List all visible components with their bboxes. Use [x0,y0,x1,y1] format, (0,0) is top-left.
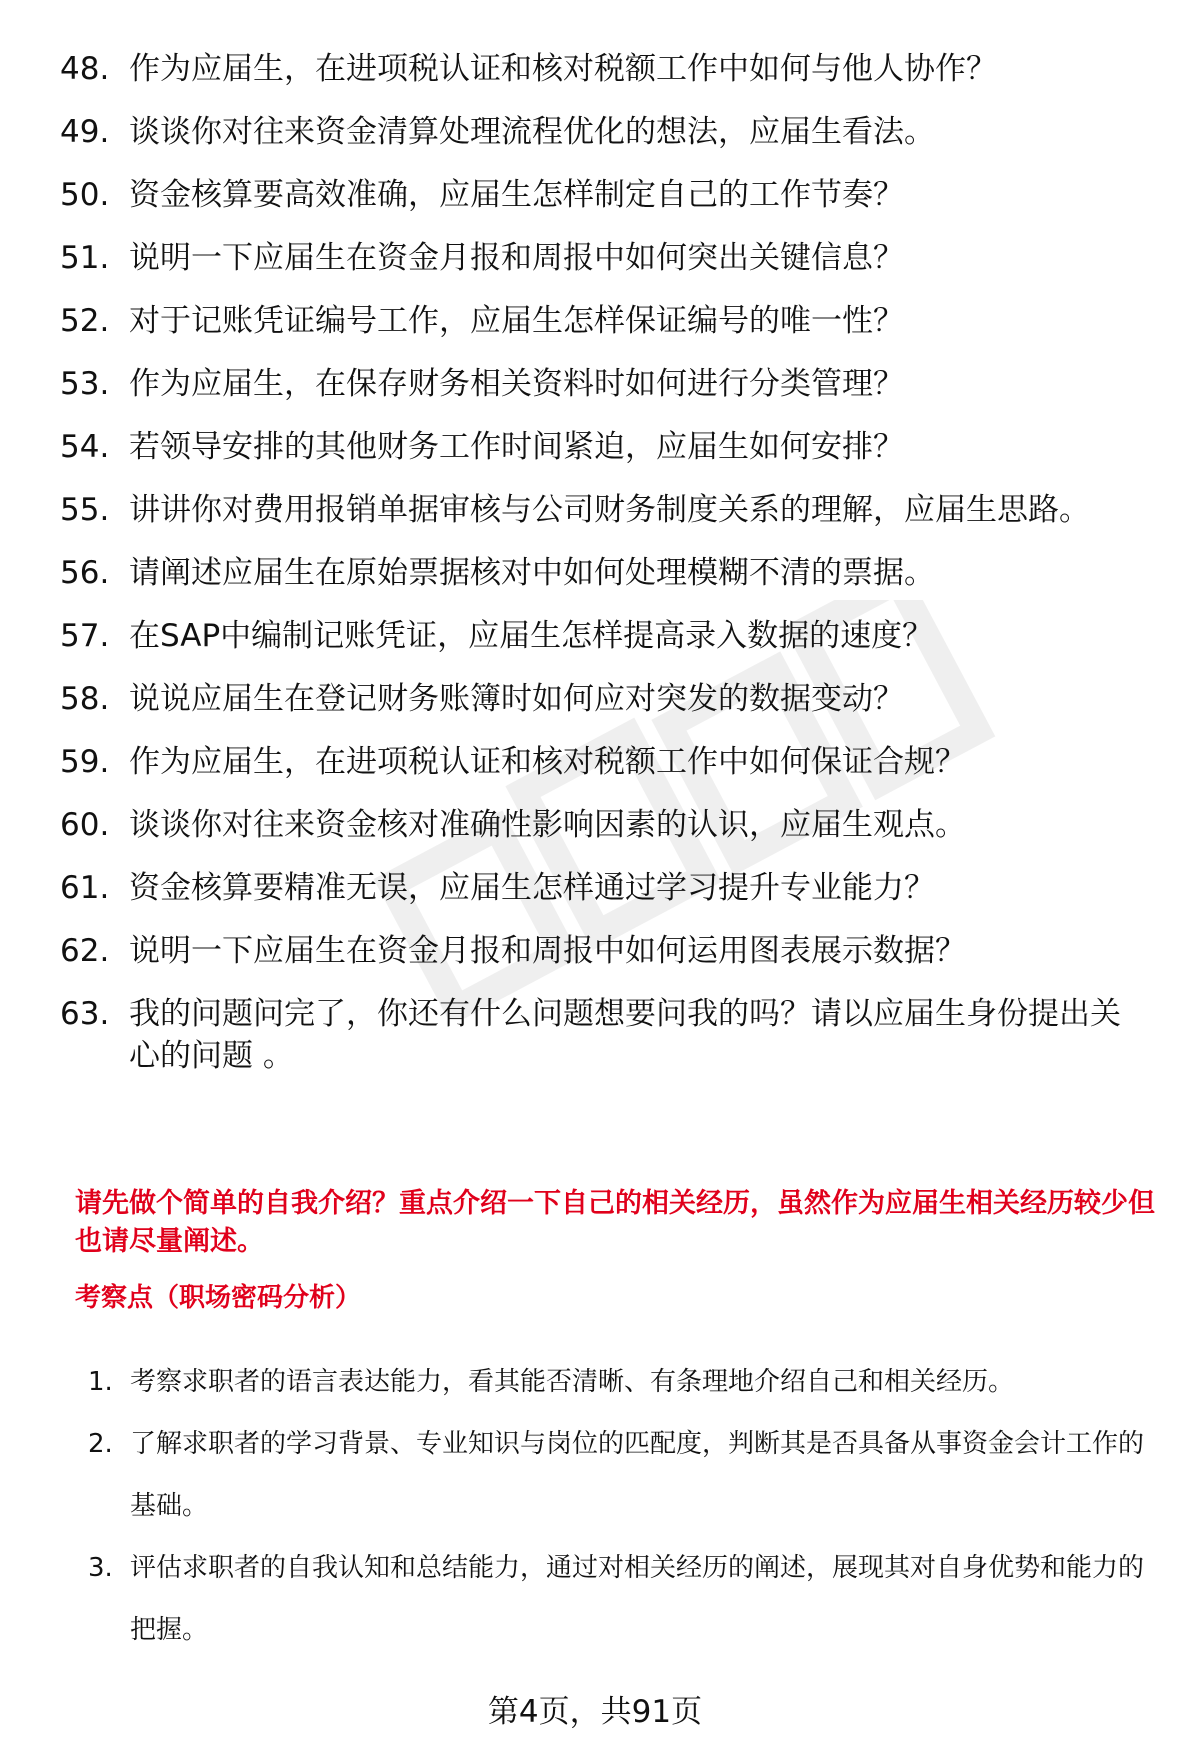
list-item [60,111,1150,153]
list-item [60,426,1150,468]
list-item [60,867,1150,909]
question-text: 在SAP中编制记账凭证，应届生怎样提高录入数据的速度？ [129,618,934,654]
question-text: 讲讲你对费用报销单据审核与公司财务制度关系的理解，应届生思路。 [129,492,1090,528]
page-footer: 第4页，共91页 [487,1694,703,1730]
question-text: 作为应届生，在保存财务相关资料时如何进行分类管理？ [129,366,904,402]
list-item [60,930,1150,972]
question-number: 63. [60,996,110,1032]
analysis-points-list [88,1351,1158,1661]
list-item [88,1413,1158,1537]
question-text: 对于记账凭证编号工作，应届生怎样保证编号的唯一性？ [129,303,904,339]
analysis-heading: 考察点（职场密码分析） [75,1283,362,1313]
point-number: 2. [88,1429,113,1459]
list-item [60,300,1150,342]
list-item [60,552,1150,594]
point-text: 评估求职者的自我认知和总结能力，通过对相关经历的阐述，展现其对自身优势和能力的把握。 [130,1553,1145,1645]
list-item [60,237,1150,279]
question-text: 请阐述应届生在原始票据核对中如何处理模糊不清的票据。 [129,555,935,591]
question-number: 49. [60,114,110,150]
question-text: 谈谈你对往来资金核对准确性影响因素的认识，应届生观点。 [129,807,966,843]
question-text: 作为应届生，在进项税认证和核对税额工作中如何保证合规？ [129,744,966,780]
list-item [60,174,1150,216]
question-number: 56. [60,555,110,591]
question-number: 48. [60,51,110,87]
list-item [60,363,1150,405]
question-list [60,48,1150,1098]
question-text: 说明一下应届生在资金月报和周报中如何运用图表展示数据？ [129,933,966,969]
question-number: 57. [60,618,110,654]
point-text: 了解求职者的学习背景、专业知识与岗位的匹配度，判断其是否具备从事资金会计工作的基础。 [130,1429,1145,1521]
question-number: 62. [60,933,110,969]
question-text: 说说应届生在登记财务账簿时如何应对突发的数据变动？ [129,681,904,717]
list-item [60,993,1150,1077]
list-item [88,1351,1158,1413]
question-number: 58. [60,681,110,717]
question-number: 60. [60,807,110,843]
intro-question-heading: 请先做个简单的自我介绍？重点介绍一下自己的相关经历，虽然作为应届生相关经历较少但也请尽量阐述。 [75,1188,1155,1257]
point-text: 考察求职者的语言表达能力，看其能否清晰、有条理地介绍自己和相关经历。 [130,1367,1015,1397]
question-text: 说明一下应届生在资金月报和周报中如何突出关键信息？ [129,240,904,276]
question-text: 我的问题问完了，你还有什么问题想要问我的吗？请以应届生身份提出关心的问题 。 [129,996,1121,1074]
list-item [60,741,1150,783]
question-number: 55. [60,492,110,528]
question-number: 59. [60,744,110,780]
list-item [60,678,1150,720]
list-item [60,804,1150,846]
list-item [60,48,1150,90]
question-number: 51. [60,240,110,276]
list-item [60,615,1150,657]
point-number: 3. [88,1553,113,1583]
question-number: 53. [60,366,110,402]
question-number: 54. [60,429,110,465]
question-text: 谈谈你对往来资金清算处理流程优化的想法，应届生看法。 [129,114,935,150]
question-text: 作为应届生，在进项税认证和核对税额工作中如何与他人协作？ [129,51,997,87]
point-number: 1. [88,1367,113,1397]
question-text: 资金核算要精准无误，应届生怎样通过学习提升专业能力？ [129,870,935,906]
question-text: 若领导安排的其他财务工作时间紧迫，应届生如何安排？ [129,429,904,465]
question-number: 50. [60,177,110,213]
list-item [60,489,1150,531]
question-text: 资金核算要高效准确，应届生怎样制定自己的工作节奏？ [129,177,904,213]
question-number: 61. [60,870,110,906]
question-number: 52. [60,303,110,339]
list-item [88,1537,1158,1661]
